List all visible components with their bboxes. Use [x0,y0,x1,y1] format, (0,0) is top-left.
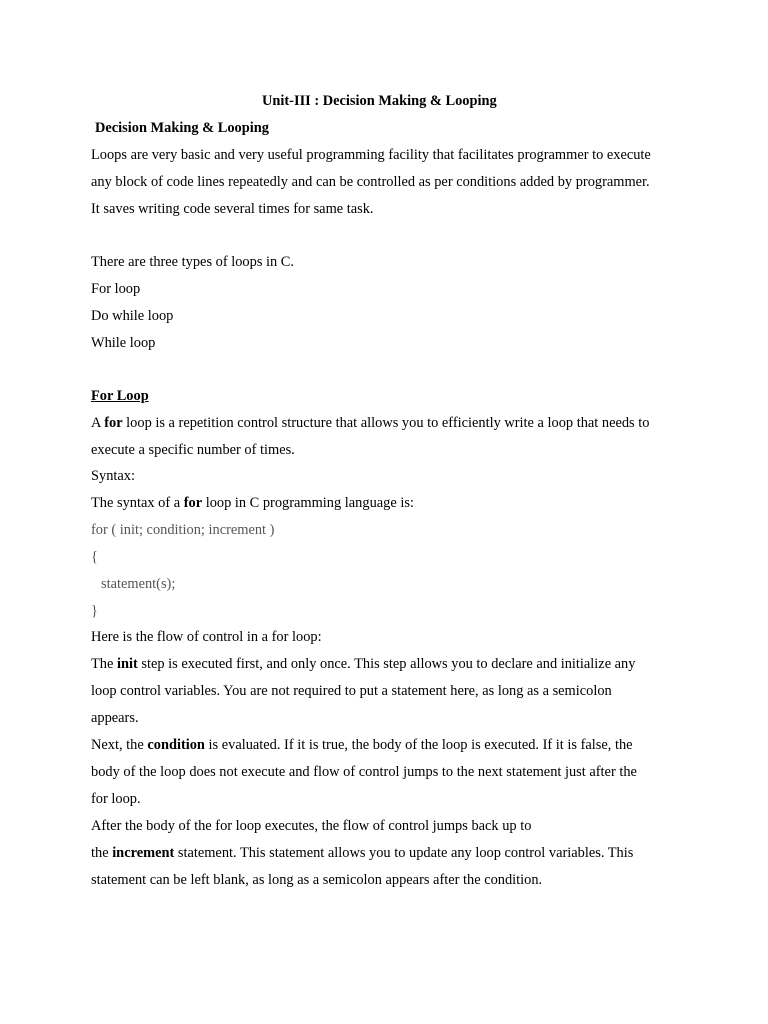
paragraph-line: any block of code lines repeatedly and can be controlled as per conditions added by programmer. [91,174,650,190]
paragraph-line: A for loop is a repetition control structure that allows you to efficiently write a loop that needs to [91,415,650,431]
paragraph-line: execute a specific number of times. [91,442,295,458]
paragraph-line: Next, the condition is evaluated. If it is true, the body of the loop is executed. If it is false, the [91,737,633,753]
paragraph-line: appears. [91,710,139,726]
code-line: } [91,603,98,619]
paragraph-line: body of the loop does not execute and flow of control jumps to the next statement just after the [91,764,637,780]
list-item: While loop [91,335,156,351]
paragraph-line: It saves writing code several times for same task. [91,201,374,217]
paragraph-line: There are three types of loops in C. [91,254,295,270]
code-line: { [91,549,98,565]
paragraph-line: After the body of the for loop executes, the flow of control jumps back up to [91,818,532,834]
paragraph-line: the increment statement. This statement allows you to update any loop control variables. This [91,845,634,861]
paragraph-line: The syntax of a for loop in C programming language is: [91,495,414,511]
code-line: statement(s); [101,576,176,592]
paragraph-line: The init step is executed first, and only once. This step allows you to declare and initialize any [91,656,636,672]
section-heading-for-loop: For Loop [91,388,149,404]
code-line: for ( init; condition; increment ) [91,522,275,538]
paragraph-line: Loops are very basic and very useful programming facility that facilitates programmer to execute [91,147,651,163]
page-title: Unit-III : Decision Making & Looping [262,93,497,109]
list-item: Do while loop [91,308,174,324]
paragraph-line: statement can be left blank, as long as a semicolon appears after the condition. [91,872,543,888]
list-item: For loop [91,281,141,297]
paragraph-line: loop control variables. You are not required to put a statement here, as long as a semicolon [91,683,612,699]
paragraph-line: Syntax: [91,468,135,484]
paragraph-line: for loop. [91,791,141,807]
section-heading: Decision Making & Looping [95,120,269,136]
paragraph-line: Here is the flow of control in a for loop: [91,629,322,645]
